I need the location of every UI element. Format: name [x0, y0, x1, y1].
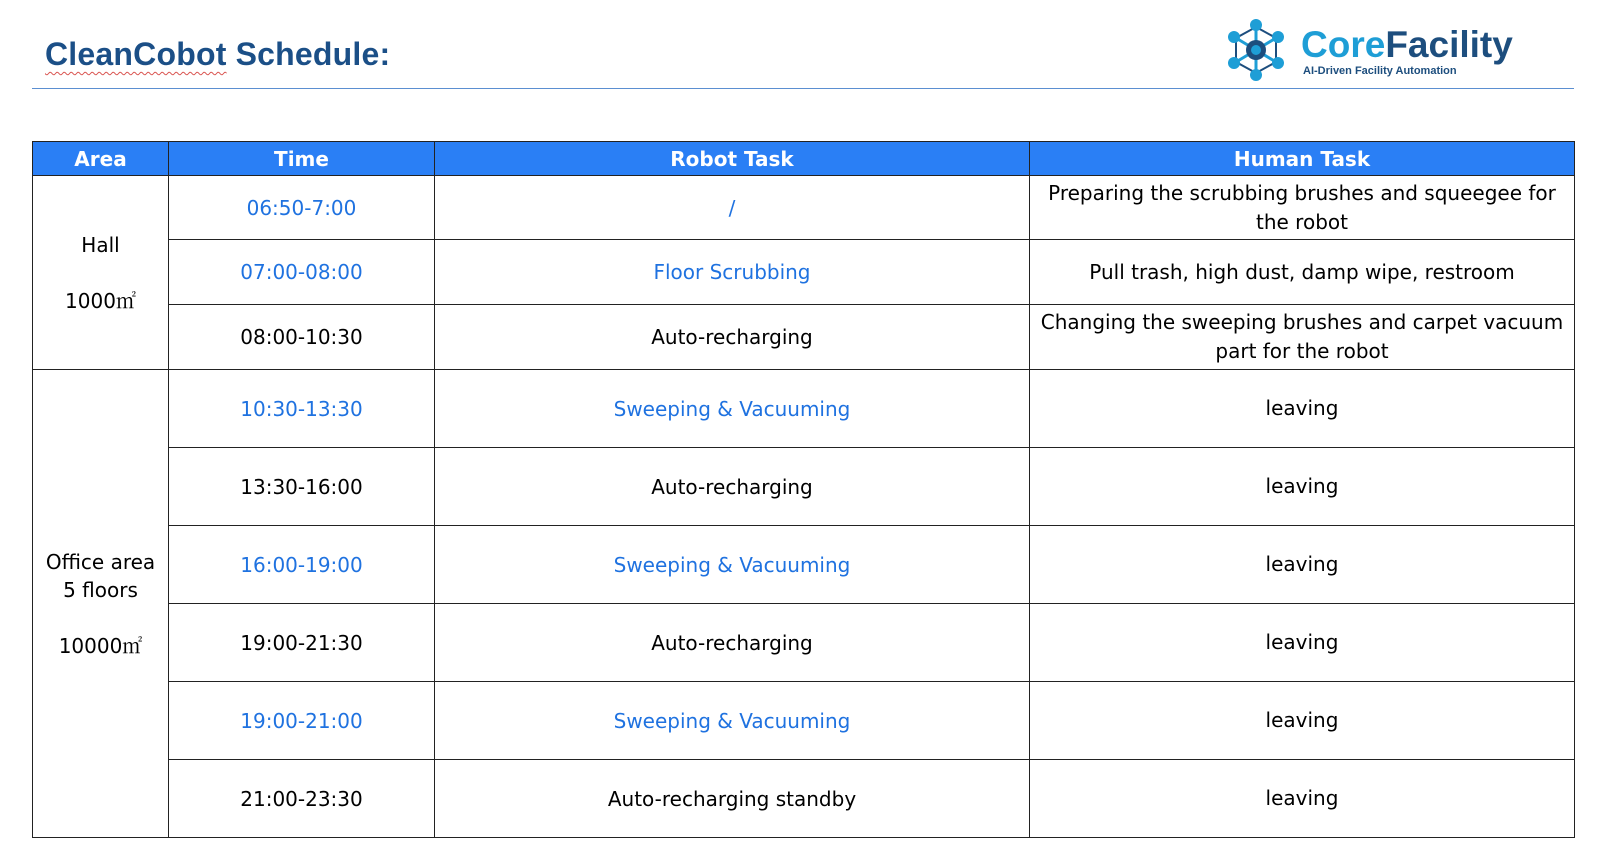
- robot-task-cell: Auto-recharging: [435, 448, 1030, 526]
- human-task-cell: leaving: [1030, 526, 1575, 604]
- column-header-area: Area: [33, 142, 169, 176]
- table-row: [33, 176, 1575, 240]
- robot-task-cell: /: [435, 176, 1030, 240]
- column-header-human-task: Human Task: [1030, 142, 1575, 176]
- time-cell: 06:50-7:00: [169, 176, 435, 240]
- brand-tagline: AI-Driven Facility Automation: [1303, 65, 1457, 77]
- time-cell: 10:30-13:30: [169, 370, 435, 448]
- robot-task-cell: Sweeping & Vacuuming: [435, 370, 1030, 448]
- time-cell: 07:00-08:00: [169, 240, 435, 305]
- area-cell-hall: [33, 176, 169, 370]
- column-header-time: Time: [169, 142, 435, 176]
- table-row: [33, 760, 1575, 838]
- time-cell: 19:00-21:00: [169, 682, 435, 760]
- area-size: 10000㎡: [58, 633, 143, 658]
- human-task-cell: leaving: [1030, 448, 1575, 526]
- table-row: [33, 305, 1575, 370]
- human-task-cell: leaving: [1030, 682, 1575, 760]
- column-header-robot-task: Robot Task: [435, 142, 1030, 176]
- brand-name: CoreFacility: [1301, 24, 1513, 65]
- page-title: [45, 36, 390, 73]
- robot-task-cell: Floor Scrubbing: [435, 240, 1030, 305]
- network-hub-icon: [1223, 17, 1289, 83]
- robot-task-cell: Sweeping & Vacuuming: [435, 526, 1030, 604]
- human-task-cell: Pull trash, high dust, damp wipe, restroom: [1030, 240, 1575, 305]
- time-cell: 16:00-19:00: [169, 526, 435, 604]
- robot-task-cell: Auto-recharging standby: [435, 760, 1030, 838]
- robot-task-cell: Sweeping & Vacuuming: [435, 682, 1030, 760]
- area-size: 1000㎡: [65, 288, 136, 313]
- header-divider: [32, 88, 1574, 89]
- human-task-cell: leaving: [1030, 760, 1575, 838]
- time-cell: 21:00-23:30: [169, 760, 435, 838]
- area-name-line: Office area: [45, 549, 156, 574]
- table-row: [33, 370, 1575, 448]
- human-task-cell: leaving: [1030, 604, 1575, 682]
- area-name-line: 5 floors: [63, 577, 138, 602]
- time-cell: 19:00-21:30: [169, 604, 435, 682]
- time-cell: 08:00-10:30: [169, 305, 435, 370]
- area-name: Hall: [81, 232, 120, 257]
- table-row: [33, 240, 1575, 305]
- title-suffix: Schedule:: [226, 36, 391, 72]
- table-row: [33, 682, 1575, 760]
- human-task-cell: leaving: [1030, 370, 1575, 448]
- table-row: [33, 448, 1575, 526]
- title-product-name: CleanCobot: [45, 36, 227, 72]
- human-task-cell: Changing the sweeping brushes and carpet vacuum part for the robot: [1030, 305, 1575, 370]
- schedule-table: [32, 141, 1575, 838]
- table-row: [33, 604, 1575, 682]
- robot-task-cell: Auto-recharging: [435, 604, 1030, 682]
- robot-task-cell: Auto-recharging: [435, 305, 1030, 370]
- time-cell: 13:30-16:00: [169, 448, 435, 526]
- table-header-row: [33, 142, 1575, 176]
- area-cell-office: [33, 370, 169, 838]
- corefacility-logo: [1223, 17, 1553, 87]
- table-row: [33, 526, 1575, 604]
- human-task-cell: Preparing the scrubbing brushes and squeegee for the robot: [1030, 176, 1575, 240]
